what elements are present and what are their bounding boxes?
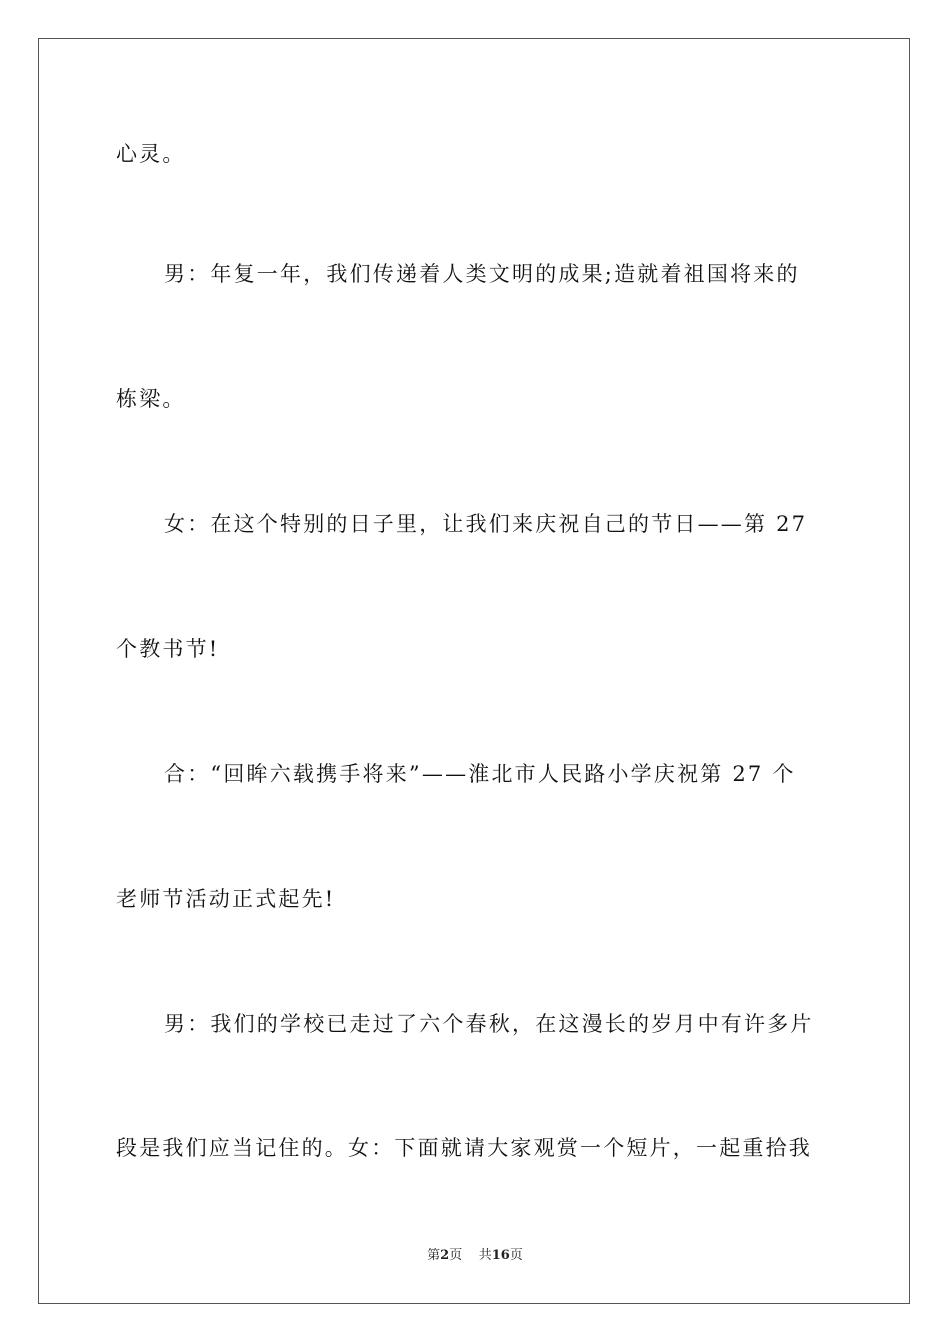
page-prefix: 第 (427, 1248, 441, 1263)
text-line-8: 男：我们的学校已走过了六个春秋，在这漫长的岁月中有许多片 (164, 1012, 814, 1036)
page-suffix: 页 (449, 1248, 463, 1263)
page-footer (0, 1247, 950, 1265)
page-border (38, 38, 910, 1304)
text-line-4: 女：在这个特别的日子里，让我们来庆祝自己的节日——第 27 (164, 512, 808, 536)
text-line-2: 男：年复一年，我们传递着人类文明的成果;造就着祖国将来的 (164, 262, 800, 286)
total-prefix: 共 (478, 1248, 492, 1263)
text-line-7: 老师节活动正式起先! (116, 887, 336, 911)
text-line-5: 个教书节! (116, 637, 220, 661)
text-line-1: 心灵。 (116, 142, 186, 166)
text-line-6: 合：“回眸六载携手将来”——淮北市人民路小学庆祝第 27 个 (164, 762, 796, 786)
text-line-3: 栋梁。 (116, 387, 186, 411)
total-suffix: 页 (509, 1248, 523, 1263)
page-current: 2 (440, 1248, 450, 1263)
text-line-9: 段是我们应当记住的。女：下面就请大家观赏一个短片，一起重拾我 (116, 1136, 812, 1160)
page-total: 16 (491, 1248, 510, 1263)
